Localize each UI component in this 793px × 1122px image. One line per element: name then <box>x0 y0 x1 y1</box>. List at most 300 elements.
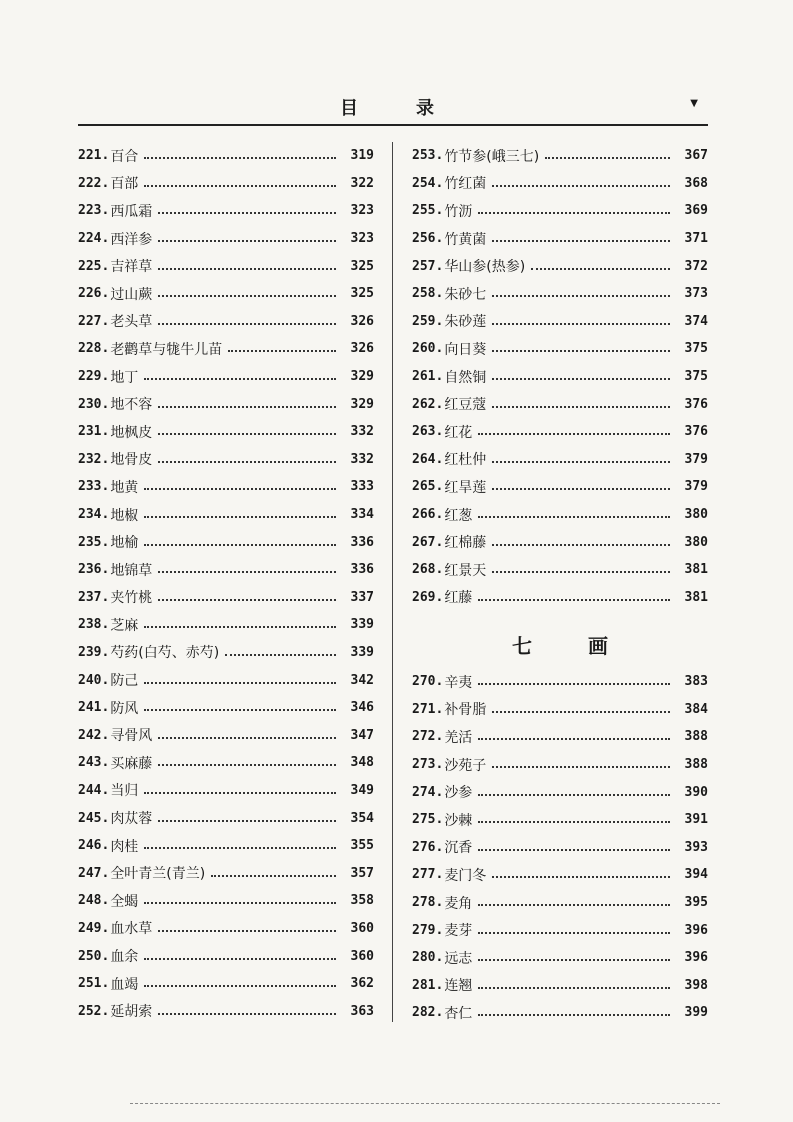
entry-page: 369 <box>684 203 708 219</box>
entry-name: 麦门冬 <box>444 867 487 884</box>
dot-leader <box>144 625 336 628</box>
entry-page: 395 <box>684 895 708 911</box>
entry-name: 肉桂 <box>110 838 139 855</box>
dot-leader <box>492 875 670 878</box>
entry-name: 补骨脂 <box>444 702 487 719</box>
dot-leader <box>478 958 670 961</box>
header-title-left: 目 <box>340 98 360 119</box>
entry-number: 257. <box>412 258 444 274</box>
entry-name: 杏仁 <box>444 1005 473 1022</box>
entry-number: 261. <box>412 369 444 385</box>
entry-name: 血竭 <box>110 976 139 993</box>
entry-page: 399 <box>684 1005 708 1021</box>
entry-page: 371 <box>684 231 708 247</box>
toc-entry <box>78 666 374 694</box>
toc-entry <box>412 280 708 308</box>
entry-name: 血水草 <box>110 921 153 938</box>
entry-page: 325 <box>350 258 374 274</box>
entry-number: 235. <box>78 534 110 550</box>
dot-leader <box>478 737 670 740</box>
entry-page: 332 <box>350 451 374 467</box>
dot-leader <box>492 349 670 352</box>
dot-leader <box>144 901 336 904</box>
entry-page: 396 <box>684 922 708 938</box>
entry-number: 250. <box>78 948 110 964</box>
entry-page: 329 <box>350 396 374 412</box>
entry-number: 236. <box>78 562 110 578</box>
dot-leader <box>144 957 336 960</box>
column-divider <box>392 142 393 1022</box>
toc-entry <box>78 197 374 225</box>
dot-leader <box>492 377 670 380</box>
toc-entry <box>412 390 708 418</box>
dot-leader <box>492 184 670 187</box>
entry-name: 肉苁蓉 <box>110 811 153 828</box>
toc-entry <box>78 804 374 832</box>
entry-number: 278. <box>412 895 444 911</box>
entry-number: 271. <box>412 701 444 717</box>
entry-number: 231. <box>78 424 110 440</box>
section-heading-qi-hua <box>412 624 708 664</box>
entry-number: 253. <box>412 148 444 164</box>
entry-name: 西瓜霜 <box>110 203 153 220</box>
toc-entry <box>78 556 374 584</box>
entry-number: 230. <box>78 396 110 412</box>
entry-name: 西洋参 <box>110 231 153 248</box>
toc-entry <box>412 696 708 724</box>
toc-entry <box>412 501 708 529</box>
entry-name: 羌活 <box>444 729 473 746</box>
dot-leader <box>492 239 670 242</box>
entry-page: 375 <box>684 369 708 385</box>
entry-page: 347 <box>350 727 374 743</box>
dot-leader <box>158 763 336 766</box>
entry-number: 259. <box>412 313 444 329</box>
entry-name: 地丁 <box>110 369 139 386</box>
toc-section-column <box>412 668 708 1027</box>
dot-leader <box>478 820 670 823</box>
toc-entry <box>78 363 374 391</box>
toc-entry <box>412 806 708 834</box>
entry-page: 322 <box>350 175 374 191</box>
dot-leader <box>492 294 670 297</box>
entry-number: 234. <box>78 507 110 523</box>
entry-name: 地榆 <box>110 535 139 552</box>
dot-leader <box>478 903 670 906</box>
toc-entry <box>78 308 374 336</box>
entry-number: 247. <box>78 865 110 881</box>
entry-number: 239. <box>78 644 110 660</box>
entry-number: 249. <box>78 920 110 936</box>
entry-page: 360 <box>350 920 374 936</box>
entry-name: 地黄 <box>110 479 139 496</box>
entry-name: 朱砂莲 <box>444 314 487 331</box>
entry-number: 245. <box>78 810 110 826</box>
toc-entry <box>412 473 708 501</box>
dot-leader <box>478 211 670 214</box>
entry-number: 227. <box>78 313 110 329</box>
entry-name: 向日葵 <box>444 341 487 358</box>
entry-page: 381 <box>684 589 708 605</box>
entry-number: 260. <box>412 341 444 357</box>
dot-leader <box>158 211 336 214</box>
entry-name: 红景天 <box>444 562 487 579</box>
entry-name: 远志 <box>444 950 473 967</box>
toc-entry <box>412 528 708 556</box>
entry-page: 375 <box>684 341 708 357</box>
dot-leader <box>531 267 670 270</box>
entry-page: 383 <box>684 674 708 690</box>
entry-number: 238. <box>78 617 110 633</box>
entry-number: 270. <box>412 674 444 690</box>
entry-name: 寻骨风 <box>110 728 153 745</box>
entry-number: 266. <box>412 507 444 523</box>
entry-number: 237. <box>78 589 110 605</box>
entry-name: 竹黄菌 <box>444 231 487 248</box>
entry-name: 沙苑子 <box>444 757 487 774</box>
entry-page: 323 <box>350 231 374 247</box>
entry-name: 麦芽 <box>444 923 473 940</box>
toc-entry <box>78 887 374 915</box>
entry-page: 379 <box>684 479 708 495</box>
toc-entry <box>78 777 374 805</box>
entry-page: 384 <box>684 701 708 717</box>
entry-number: 248. <box>78 893 110 909</box>
entry-number: 233. <box>78 479 110 495</box>
dot-leader <box>478 986 670 989</box>
entry-number: 232. <box>78 451 110 467</box>
dot-leader <box>492 570 670 573</box>
toc-entry <box>78 252 374 280</box>
dot-leader <box>144 377 336 380</box>
entry-page: 319 <box>350 148 374 164</box>
toc-entry <box>412 916 708 944</box>
toc-entry <box>78 280 374 308</box>
entry-number: 241. <box>78 700 110 716</box>
entry-page: 342 <box>350 672 374 688</box>
entry-page: 336 <box>350 562 374 578</box>
toc-entry <box>412 197 708 225</box>
toc-entry <box>78 473 374 501</box>
entry-number: 252. <box>78 1003 110 1019</box>
entry-number: 274. <box>412 784 444 800</box>
dot-leader <box>158 819 336 822</box>
toc-entry <box>78 915 374 943</box>
toc-entry <box>412 944 708 972</box>
entry-page: 349 <box>350 782 374 798</box>
entry-number: 240. <box>78 672 110 688</box>
toc-entry <box>78 446 374 474</box>
entry-number: 258. <box>412 286 444 302</box>
entry-number: 279. <box>412 922 444 938</box>
entry-name: 红棉藤 <box>444 535 487 552</box>
entry-page: 381 <box>684 562 708 578</box>
entry-page: 339 <box>350 617 374 633</box>
page-header <box>78 88 708 122</box>
entry-number: 242. <box>78 727 110 743</box>
entry-name: 防己 <box>110 673 139 690</box>
entry-name: 芝麻 <box>110 617 139 634</box>
dot-leader <box>545 156 670 159</box>
toc-entry <box>412 751 708 779</box>
toc-entry <box>78 997 374 1025</box>
entry-name: 百合 <box>110 148 139 165</box>
toc-entry <box>412 861 708 889</box>
entry-name: 老鹳草与牻牛儿苗 <box>110 341 223 358</box>
entry-name: 地不容 <box>110 397 153 414</box>
dot-leader <box>228 349 336 352</box>
entry-name: 老头草 <box>110 314 153 331</box>
dot-leader <box>144 543 336 546</box>
dot-leader <box>478 931 670 934</box>
toc-right-column <box>412 142 708 611</box>
entry-number: 251. <box>78 976 110 992</box>
entry-page: 329 <box>350 369 374 385</box>
toc-entry <box>412 584 708 612</box>
toc-entry <box>412 418 708 446</box>
entry-number: 226. <box>78 286 110 302</box>
entry-name: 连翘 <box>444 978 473 995</box>
entry-number: 269. <box>412 589 444 605</box>
toc-entry <box>78 390 374 418</box>
entry-page: 334 <box>350 507 374 523</box>
entry-page: 339 <box>350 644 374 660</box>
entry-page: 390 <box>684 784 708 800</box>
toc-entry <box>412 308 708 336</box>
entry-page: 388 <box>684 729 708 745</box>
entry-name: 自然铜 <box>444 369 487 386</box>
toc-entry <box>412 834 708 862</box>
entry-page: 380 <box>684 507 708 523</box>
entry-name: 沙参 <box>444 785 473 802</box>
entry-number: 244. <box>78 782 110 798</box>
entry-number: 243. <box>78 755 110 771</box>
header-title-right: 录 <box>416 98 434 119</box>
entry-number: 255. <box>412 203 444 219</box>
entry-page: 357 <box>350 865 374 881</box>
entry-page: 326 <box>350 313 374 329</box>
dot-leader <box>492 543 670 546</box>
entry-page: 355 <box>350 838 374 854</box>
dot-leader <box>478 598 670 601</box>
toc-entry <box>78 970 374 998</box>
entry-name: 全蝎 <box>110 893 139 910</box>
entry-name: 沉香 <box>444 840 473 857</box>
dot-leader <box>158 322 336 325</box>
entry-page: 326 <box>350 341 374 357</box>
dot-leader <box>158 570 336 573</box>
dot-leader <box>211 874 336 877</box>
entry-name: 血余 <box>110 949 139 966</box>
dot-leader <box>492 405 670 408</box>
dot-leader <box>144 846 336 849</box>
dot-leader <box>492 322 670 325</box>
entry-number: 223. <box>78 203 110 219</box>
toc-left-column <box>78 142 374 1025</box>
entry-page: 346 <box>350 700 374 716</box>
dot-leader <box>478 1013 670 1016</box>
toc-entry <box>78 694 374 722</box>
entry-name: 红花 <box>444 424 473 441</box>
entry-page: 391 <box>684 812 708 828</box>
entry-number: 265. <box>412 479 444 495</box>
entry-page: 348 <box>350 755 374 771</box>
entry-name: 全叶青兰(青兰) <box>110 866 206 883</box>
toc-entry <box>78 859 374 887</box>
dot-leader <box>478 432 670 435</box>
dot-leader <box>478 515 670 518</box>
entry-name: 买麻藤 <box>110 755 153 772</box>
toc-entry <box>412 999 708 1027</box>
entry-name: 芍药(白芍、赤芍) <box>110 645 220 662</box>
entry-number: 221. <box>78 148 110 164</box>
entry-name: 红豆蔻 <box>444 397 487 414</box>
toc-entry <box>412 446 708 474</box>
dot-leader <box>144 791 336 794</box>
entry-number: 281. <box>412 977 444 993</box>
entry-number: 225. <box>78 258 110 274</box>
section-heading-char-1: 七 <box>512 633 532 658</box>
toc-entry <box>412 363 708 391</box>
entry-page: 393 <box>684 839 708 855</box>
dot-leader <box>478 848 670 851</box>
toc-entry <box>78 584 374 612</box>
entry-name: 地骨皮 <box>110 452 153 469</box>
entry-name: 当归 <box>110 783 139 800</box>
entry-name: 防风 <box>110 700 139 717</box>
entry-page: 332 <box>350 424 374 440</box>
dot-leader <box>158 1012 336 1015</box>
toc-entry <box>78 721 374 749</box>
toc-entry <box>78 335 374 363</box>
dot-leader <box>158 405 336 408</box>
entry-page: 374 <box>684 313 708 329</box>
dot-leader <box>158 294 336 297</box>
entry-page: 363 <box>350 1003 374 1019</box>
toc-entry <box>412 142 708 170</box>
dot-leader <box>144 984 336 987</box>
dot-leader <box>158 267 336 270</box>
entry-number: 262. <box>412 396 444 412</box>
dot-leader <box>144 515 336 518</box>
dot-leader <box>144 184 336 187</box>
toc-entry <box>78 528 374 556</box>
entry-name: 红旱莲 <box>444 479 487 496</box>
dot-leader <box>478 682 670 685</box>
entry-number: 254. <box>412 175 444 191</box>
entry-name: 地枫皮 <box>110 424 153 441</box>
dot-leader <box>144 487 336 490</box>
entry-number: 229. <box>78 369 110 385</box>
entry-name: 百部 <box>110 176 139 193</box>
dot-leader <box>158 460 336 463</box>
toc-entry <box>412 225 708 253</box>
entry-page: 379 <box>684 451 708 467</box>
dot-leader <box>492 765 670 768</box>
entry-number: 277. <box>412 867 444 883</box>
entry-number: 273. <box>412 757 444 773</box>
entry-name: 延胡索 <box>110 1004 153 1021</box>
entry-number: 222. <box>78 175 110 191</box>
dot-leader <box>158 432 336 435</box>
footer-line <box>130 1102 720 1104</box>
dot-leader <box>144 708 336 711</box>
entry-name: 竹节参(峨三七) <box>444 148 540 165</box>
entry-page: 376 <box>684 424 708 440</box>
toc-entry <box>412 252 708 280</box>
dot-leader <box>144 681 336 684</box>
entry-name: 地椒 <box>110 507 139 524</box>
entry-page: 380 <box>684 534 708 550</box>
toc-entry <box>78 170 374 198</box>
toc-entry <box>78 942 374 970</box>
entry-name: 夹竹桃 <box>110 590 153 607</box>
entry-number: 275. <box>412 812 444 828</box>
page-mark: ▼ <box>690 98 698 109</box>
toc-entry <box>78 639 374 667</box>
section-heading-char-2: 画 <box>588 633 608 658</box>
entry-page: 360 <box>350 948 374 964</box>
toc-entry <box>78 225 374 253</box>
entry-page: 373 <box>684 286 708 302</box>
entry-name: 竹沥 <box>444 203 473 220</box>
entry-name: 地锦草 <box>110 562 153 579</box>
entry-number: 264. <box>412 451 444 467</box>
toc-entry <box>412 778 708 806</box>
entry-name: 朱砂七 <box>444 286 487 303</box>
entry-name: 华山参(热参) <box>444 259 526 276</box>
entry-page: 325 <box>350 286 374 302</box>
entry-page: 358 <box>350 893 374 909</box>
toc-entry <box>78 611 374 639</box>
entry-name: 辛夷 <box>444 674 473 691</box>
entry-page: 333 <box>350 479 374 495</box>
entry-name: 红葱 <box>444 507 473 524</box>
entry-page: 398 <box>684 977 708 993</box>
entry-number: 263. <box>412 424 444 440</box>
dot-leader <box>492 487 670 490</box>
entry-page: 362 <box>350 976 374 992</box>
entry-name: 吉祥草 <box>110 259 153 276</box>
dot-leader <box>158 736 336 739</box>
toc-entry <box>412 556 708 584</box>
entry-number: 256. <box>412 231 444 247</box>
toc-entry <box>412 723 708 751</box>
entry-number: 267. <box>412 534 444 550</box>
toc-entry <box>78 501 374 529</box>
toc-entry <box>78 832 374 860</box>
entry-number: 268. <box>412 562 444 578</box>
toc-entry <box>412 170 708 198</box>
entry-number: 246. <box>78 838 110 854</box>
entry-number: 282. <box>412 1005 444 1021</box>
entry-name: 沙棘 <box>444 812 473 829</box>
dot-leader <box>492 710 670 713</box>
dot-leader <box>492 460 670 463</box>
entry-page: 354 <box>350 810 374 826</box>
entry-name: 麦角 <box>444 895 473 912</box>
toc-entry <box>412 668 708 696</box>
entry-name: 过山蕨 <box>110 286 153 303</box>
entry-page: 376 <box>684 396 708 412</box>
entry-page: 396 <box>684 950 708 966</box>
entry-page: 372 <box>684 258 708 274</box>
header-rule <box>78 124 708 126</box>
toc-entry <box>412 889 708 917</box>
entry-name: 红杜仲 <box>444 452 487 469</box>
toc-entry <box>78 749 374 777</box>
entry-page: 323 <box>350 203 374 219</box>
